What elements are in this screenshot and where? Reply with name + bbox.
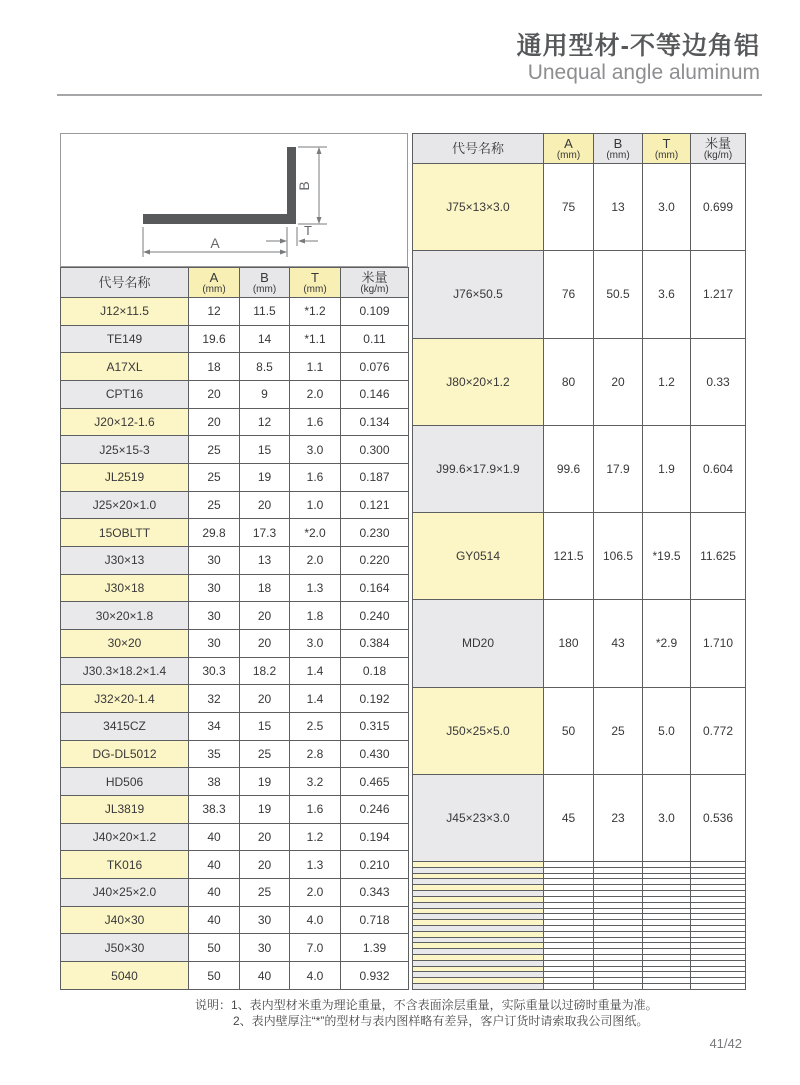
- page-subtitle: Unequal angle aluminum: [527, 61, 760, 84]
- footnote-2: 2、表内壁厚注“*”的型材与表内图样略有差异，客户订货时请索取我公司图纸。: [233, 1014, 649, 1028]
- table-row: [61, 325, 409, 353]
- cell-code-name: J30×18: [61, 574, 189, 602]
- cell-value: [643, 984, 691, 990]
- cell-value: 11.625: [691, 513, 746, 600]
- cell-code-name: J50×25×5.0: [413, 687, 544, 774]
- cell-value: 0.11: [341, 325, 409, 353]
- cell-value: 0.343: [341, 879, 409, 907]
- cell-value: [544, 984, 594, 990]
- cell-code-name: J50×30: [61, 934, 189, 962]
- cell-value: 180: [544, 600, 594, 687]
- cell-value: 3.6: [643, 251, 691, 338]
- cell-value: 23: [594, 774, 643, 861]
- cell-code-name: J40×20×1.2: [61, 823, 189, 851]
- page-number: 41/42: [709, 1036, 742, 1051]
- cell-value: 1.710: [691, 600, 746, 687]
- table-row: [61, 879, 409, 907]
- cell-value: 12: [240, 408, 290, 436]
- cell-value: 0.220: [341, 547, 409, 575]
- cell-value: 0.187: [341, 464, 409, 492]
- col-header-code-name: 代号名称: [61, 268, 189, 298]
- cell-value: 29.8: [189, 519, 240, 547]
- cell-value: 32: [189, 685, 240, 713]
- cell-value: 25: [240, 879, 290, 907]
- cell-code-name: A17XL: [61, 353, 189, 381]
- cell-value: 40: [189, 879, 240, 907]
- cell-value: 35: [189, 740, 240, 768]
- cell-value: 34: [189, 713, 240, 741]
- cell-value: 1.8: [290, 602, 341, 630]
- cell-value: 19: [240, 464, 290, 492]
- table-row: [61, 796, 409, 824]
- cell-code-name: TE149: [61, 325, 189, 353]
- cell-value: 50.5: [594, 251, 643, 338]
- cell-value: 1.6: [290, 408, 341, 436]
- cell-code-name: MD20: [413, 600, 544, 687]
- cell-code-name: 15OBLTT: [61, 519, 189, 547]
- cell-value: 0.932: [341, 962, 409, 990]
- cell-value: 1.9: [643, 425, 691, 512]
- cell-value: 3.0: [643, 774, 691, 861]
- cell-value: *1.1: [290, 325, 341, 353]
- cell-value: 19.6: [189, 325, 240, 353]
- cell-code-name: J20×12-1.6: [61, 408, 189, 436]
- table-row: [413, 513, 746, 600]
- cell-value: 4.0: [290, 962, 341, 990]
- table-row: [61, 491, 409, 519]
- cell-code-name: 5040: [61, 962, 189, 990]
- table-row: [61, 574, 409, 602]
- cell-value: 1.2: [643, 338, 691, 425]
- cell-value: 25: [189, 491, 240, 519]
- table-row: [61, 685, 409, 713]
- table-row: [61, 823, 409, 851]
- cell-value: 12: [189, 298, 240, 326]
- table-row: [413, 600, 746, 687]
- cell-value: 1.0: [290, 491, 341, 519]
- cell-code-name: J75×13×3.0: [413, 164, 544, 251]
- col-header-b: B (mm): [240, 268, 290, 298]
- cell-value: 13: [240, 547, 290, 575]
- table-row: [61, 906, 409, 934]
- cell-value: [594, 984, 643, 990]
- table-row: [61, 851, 409, 879]
- table-row: [61, 298, 409, 326]
- cell-value: 1.6: [290, 464, 341, 492]
- spec-table-right: [412, 133, 746, 990]
- cell-value: 20: [240, 491, 290, 519]
- table-row: [61, 630, 409, 658]
- col-header-a: A (mm): [544, 134, 594, 164]
- cell-value: 0.718: [341, 906, 409, 934]
- spec-table-left: [60, 267, 409, 990]
- table-row: [413, 425, 746, 512]
- cell-value: 0.315: [341, 713, 409, 741]
- cell-value: *2.0: [290, 519, 341, 547]
- col-header-code-name: 代号名称: [413, 134, 544, 164]
- cell-code-name: J30×13: [61, 547, 189, 575]
- cell-code-name: J76×50.5: [413, 251, 544, 338]
- cell-value: 5.0: [643, 687, 691, 774]
- cell-value: 80: [544, 338, 594, 425]
- table-row: [61, 408, 409, 436]
- cell-value: 1.6: [290, 796, 341, 824]
- cell-value: 45: [544, 774, 594, 861]
- cell-value: 25: [594, 687, 643, 774]
- table-row: [61, 602, 409, 630]
- cell-value: 40: [189, 851, 240, 879]
- cell-code-name: J99.6×17.9×1.9: [413, 425, 544, 512]
- cell-value: 30: [189, 547, 240, 575]
- cell-value: 2.8: [290, 740, 341, 768]
- cell-value: 1.4: [290, 685, 341, 713]
- cell-value: 40: [240, 962, 290, 990]
- table-row: [61, 464, 409, 492]
- cell-code-name: J40×30: [61, 906, 189, 934]
- table-row: [61, 768, 409, 796]
- cell-value: 50: [544, 687, 594, 774]
- cell-code-name: J30.3×18.2×1.4: [61, 657, 189, 685]
- cell-value: 7.0: [290, 934, 341, 962]
- cell-value: *2.9: [643, 600, 691, 687]
- cell-value: 0.699: [691, 164, 746, 251]
- cell-value: 14: [240, 325, 290, 353]
- cell-value: 30: [240, 934, 290, 962]
- cell-value: 20: [189, 381, 240, 409]
- table-row-empty: [413, 984, 746, 990]
- cell-value: 15: [240, 436, 290, 464]
- col-header-meter-weight: 米量 (kg/m): [341, 268, 409, 298]
- cell-value: 3.0: [290, 630, 341, 658]
- cell-value: 18: [240, 574, 290, 602]
- dimension-label-b: B: [296, 181, 312, 191]
- cell-value: 20: [240, 851, 290, 879]
- cell-value: 0.384: [341, 630, 409, 658]
- table-row: [61, 962, 409, 990]
- cell-value: 0.772: [691, 687, 746, 774]
- cell-value: 38: [189, 768, 240, 796]
- cell-value: 0.076: [341, 353, 409, 381]
- title-divider: [57, 94, 762, 96]
- dimension-label-a: A: [210, 235, 220, 251]
- cell-value: 99.6: [544, 425, 594, 512]
- profile-diagram: [60, 133, 408, 267]
- cell-value: 30: [189, 574, 240, 602]
- table-row: [413, 164, 746, 251]
- table-row: [61, 740, 409, 768]
- cell-value: 0.536: [691, 774, 746, 861]
- cell-value: 20: [594, 338, 643, 425]
- cell-value: 4.0: [290, 906, 341, 934]
- cell-value: 1.3: [290, 574, 341, 602]
- table-row: [61, 519, 409, 547]
- l-profile-shape: [143, 147, 296, 224]
- cell-code-name: J25×20×1.0: [61, 491, 189, 519]
- col-header-meter-weight: 米量 (kg/m): [691, 134, 746, 164]
- cell-code-name: [413, 984, 544, 990]
- cell-value: 121.5: [544, 513, 594, 600]
- cell-code-name: J40×25×2.0: [61, 879, 189, 907]
- cell-value: 19: [240, 768, 290, 796]
- table-row: [413, 774, 746, 861]
- table-header-row: [413, 134, 746, 164]
- cell-value: 1.4: [290, 657, 341, 685]
- cell-value: *19.5: [643, 513, 691, 600]
- cell-value: 15: [240, 713, 290, 741]
- cell-value: 20: [240, 602, 290, 630]
- cell-value: 1.217: [691, 251, 746, 338]
- cell-value: 17.3: [240, 519, 290, 547]
- cell-value: 19: [240, 796, 290, 824]
- table-row: [413, 338, 746, 425]
- cell-code-name: 30×20×1.8: [61, 602, 189, 630]
- page-title: 通用型材-不等边角铝: [516, 32, 760, 60]
- col-header-a: A (mm): [189, 268, 240, 298]
- cell-value: 2.0: [290, 381, 341, 409]
- cell-value: 0.18: [341, 657, 409, 685]
- cell-value: 0.246: [341, 796, 409, 824]
- cell-value: 0.192: [341, 685, 409, 713]
- cell-value: 3.0: [290, 436, 341, 464]
- cell-value: 30: [240, 906, 290, 934]
- table-row: [61, 353, 409, 381]
- cell-value: 75: [544, 164, 594, 251]
- right-column: [412, 133, 745, 990]
- table-row: [61, 436, 409, 464]
- table-row: [61, 713, 409, 741]
- cell-value: 20: [240, 630, 290, 658]
- col-header-t: T (mm): [643, 134, 691, 164]
- cell-value: 18: [189, 353, 240, 381]
- cell-value: 1.3: [290, 851, 341, 879]
- cell-value: 40: [189, 906, 240, 934]
- cell-code-name: CPT16: [61, 381, 189, 409]
- cell-value: 30.3: [189, 657, 240, 685]
- footnote-1: 说明：1、表内型材米重为理论重量，不含表面涂层重量，实际重量以过磅时重量为准。: [195, 998, 658, 1012]
- cell-value: 2.5: [290, 713, 341, 741]
- col-header-b: B (mm): [594, 134, 643, 164]
- cell-value: 20: [240, 823, 290, 851]
- cell-code-name: J32×20-1.4: [61, 685, 189, 713]
- cell-code-name: TK016: [61, 851, 189, 879]
- cell-value: 17.9: [594, 425, 643, 512]
- cell-value: 1.39: [341, 934, 409, 962]
- cell-code-name: DG-DL5012: [61, 740, 189, 768]
- cell-value: 0.134: [341, 408, 409, 436]
- cell-value: 0.604: [691, 425, 746, 512]
- cell-value: 20: [189, 408, 240, 436]
- cell-code-name: 3415CZ: [61, 713, 189, 741]
- cell-value: 11.5: [240, 298, 290, 326]
- cell-value: [691, 984, 746, 990]
- table-row: [61, 547, 409, 575]
- angle-profile-drawing: [61, 134, 409, 268]
- cell-value: 0.121: [341, 491, 409, 519]
- footnotes: [195, 997, 658, 1029]
- cell-value: 25: [189, 436, 240, 464]
- cell-code-name: J45×23×3.0: [413, 774, 544, 861]
- cell-value: 0.240: [341, 602, 409, 630]
- cell-code-name: J12×11.5: [61, 298, 189, 326]
- cell-value: 0.164: [341, 574, 409, 602]
- cell-value: *1.2: [290, 298, 341, 326]
- table-row: [61, 657, 409, 685]
- cell-value: 0.146: [341, 381, 409, 409]
- cell-value: 106.5: [594, 513, 643, 600]
- table-header-row: [61, 268, 409, 298]
- cell-value: 50: [189, 934, 240, 962]
- cell-code-name: GY0514: [413, 513, 544, 600]
- cell-value: 0.300: [341, 436, 409, 464]
- cell-value: 0.194: [341, 823, 409, 851]
- cell-value: 9: [240, 381, 290, 409]
- cell-value: 0.109: [341, 298, 409, 326]
- cell-value: 50: [189, 962, 240, 990]
- cell-code-name: JL3819: [61, 796, 189, 824]
- cell-code-name: HD506: [61, 768, 189, 796]
- cell-value: 20: [240, 685, 290, 713]
- cell-value: 2.0: [290, 879, 341, 907]
- cell-value: 13: [594, 164, 643, 251]
- cell-code-name: 30×20: [61, 630, 189, 658]
- left-column: [60, 133, 408, 990]
- cell-value: 30: [189, 630, 240, 658]
- cell-value: 40: [189, 823, 240, 851]
- cell-code-name: JL2519: [61, 464, 189, 492]
- cell-value: 1.2: [290, 823, 341, 851]
- cell-code-name: J25×15-3: [61, 436, 189, 464]
- cell-value: 76: [544, 251, 594, 338]
- table-row: [61, 381, 409, 409]
- cell-code-name: J80×20×1.2: [413, 338, 544, 425]
- cell-value: 0.465: [341, 768, 409, 796]
- cell-value: 18.2: [240, 657, 290, 685]
- cell-value: 38.3: [189, 796, 240, 824]
- cell-value: 8.5: [240, 353, 290, 381]
- cell-value: 30: [189, 602, 240, 630]
- cell-value: 2.0: [290, 547, 341, 575]
- table-row: [413, 687, 746, 774]
- col-header-t: T (mm): [290, 268, 341, 298]
- cell-value: 0.33: [691, 338, 746, 425]
- cell-value: 43: [594, 600, 643, 687]
- table-row: [61, 934, 409, 962]
- cell-value: 25: [189, 464, 240, 492]
- cell-value: 0.230: [341, 519, 409, 547]
- cell-value: 3.0: [643, 164, 691, 251]
- cell-value: 0.210: [341, 851, 409, 879]
- dimension-label-t: T: [304, 223, 312, 238]
- cell-value: 0.430: [341, 740, 409, 768]
- cell-value: 3.2: [290, 768, 341, 796]
- cell-value: 1.1: [290, 353, 341, 381]
- cell-value: 25: [240, 740, 290, 768]
- table-row: [413, 251, 746, 338]
